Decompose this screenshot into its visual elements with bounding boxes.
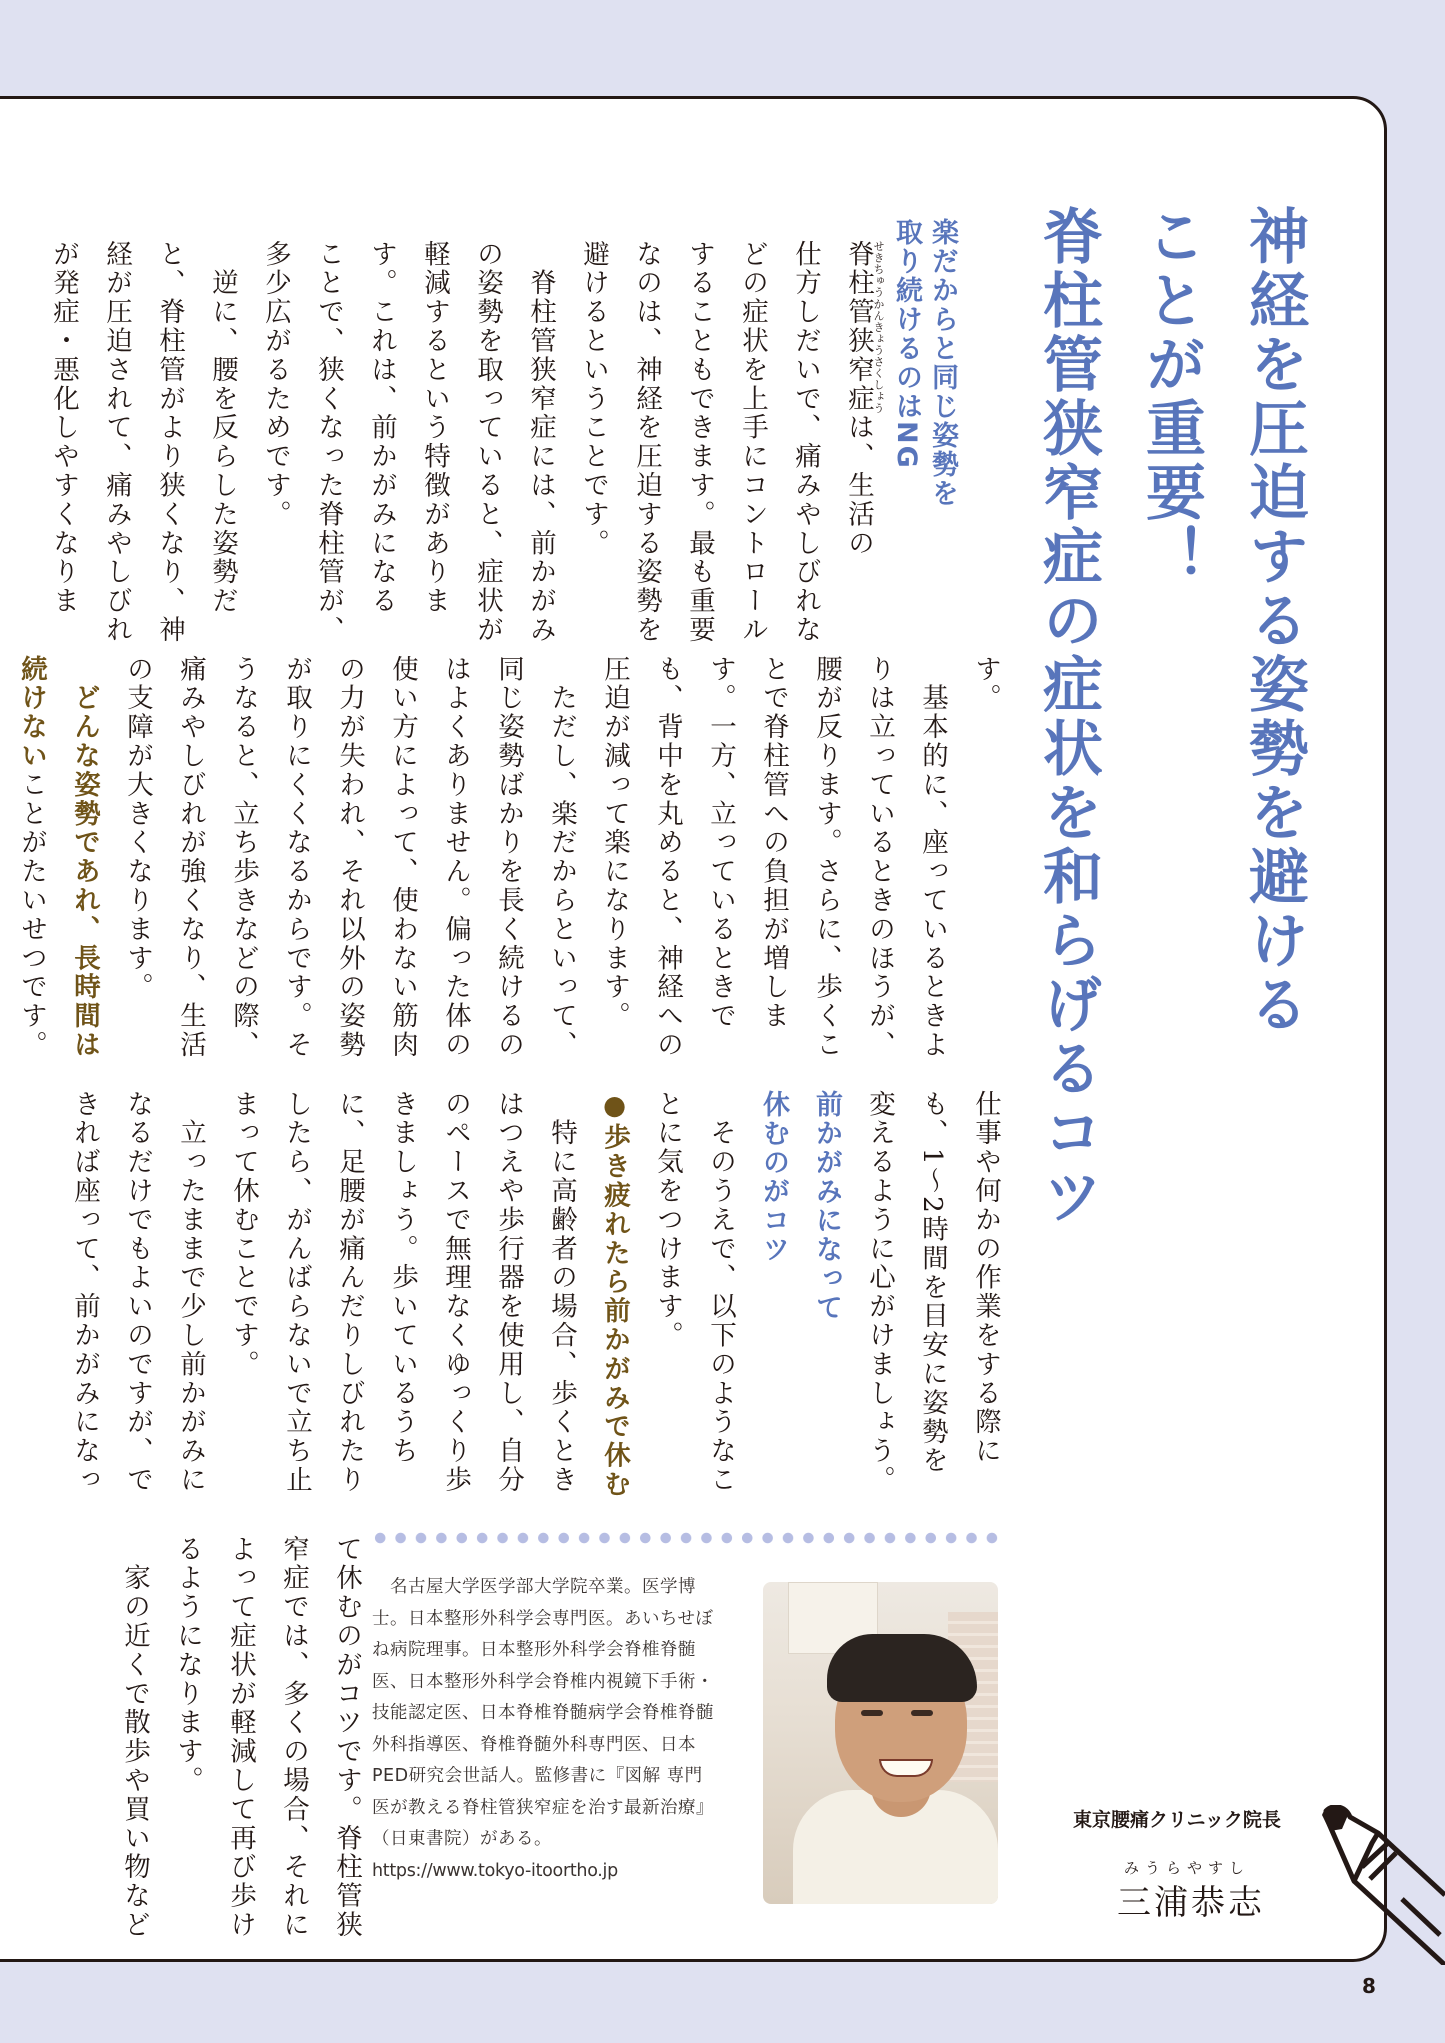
body-line: 家の近くで散歩や買い物など — [119, 1535, 150, 1940]
bio-line: 士。日本整形外科学会専門医。あいちせぼ — [372, 1608, 714, 1629]
bio-line: （日東書院）がある。 — [372, 1829, 552, 1849]
body-line: 脊柱管狭窄症せきちゅうかんきょうさくしょうは、生活の — [843, 240, 885, 558]
body-line: きましょう。歩いているうち — [387, 1090, 418, 1466]
section3-heading-line-2: 休むのがコツ — [758, 1090, 789, 1264]
body-line: のペースで無理なくゆっくり歩 — [440, 1090, 471, 1495]
body-line: りは立っているときのほうが、 — [864, 655, 895, 1060]
body-line: て休むのがコツです。脊柱管狭 — [331, 1535, 362, 1940]
body-line: ことで、狭くなった脊柱管が、 — [313, 240, 344, 645]
body-line: とに気をつけます。 — [652, 1090, 683, 1351]
body-line: 変えるように心がけましょう。 — [864, 1090, 895, 1495]
body-line: 逆に、腰を反らした姿勢だ — [207, 240, 238, 616]
clinic-url-link[interactable]: https://www.tokyo-itoortho.jp — [372, 1860, 618, 1881]
author-bio — [372, 1572, 762, 1887]
section1-heading-line-2: 取り続けるのはNG — [891, 218, 922, 470]
section4-body — [108, 1535, 373, 1940]
body-line: す。 — [970, 655, 1001, 713]
body-line: す。一方、立っているときで — [705, 655, 736, 1031]
body-line: 圧迫が減って楽になります。 — [599, 655, 630, 1031]
body-line: なのは、神経を圧迫する姿勢を — [631, 240, 662, 645]
body-line: 腰が反ります。さらに、歩くこ — [811, 655, 842, 1060]
body-line: 仕事や何かの作業をする際に — [970, 1090, 1001, 1466]
body-line: 経が圧迫されて、痛みやしびれ — [101, 240, 132, 645]
body-line: に、足腰が痛んだりしびれたり — [334, 1090, 365, 1495]
bio-line: 外科指導医、脊椎脊髄外科専門医、日本 — [372, 1734, 696, 1755]
body-line: どの症状を上手にコントロール — [737, 240, 768, 645]
bio-line: ね病院理事。日本整形外科学会脊椎脊髄 — [372, 1640, 696, 1660]
page-number: 8 — [1362, 1974, 1376, 1998]
body-line: まって休むことです。 — [228, 1090, 259, 1379]
pen-icon — [1320, 1805, 1445, 1965]
body-line: と、脊柱管がより狭くなり、神 — [154, 240, 185, 645]
emphasis-text: 続けない — [16, 655, 47, 771]
section3-body — [58, 1090, 1012, 1510]
bullet-heading: ●歩き疲れたら前かがみで休む — [599, 1090, 630, 1500]
title-line-2: ことが重要！ — [1136, 205, 1206, 589]
body-line: はよくありません。偏った体の — [440, 655, 471, 1060]
body-line: の力が失われ、それ以外の姿勢 — [334, 655, 365, 1060]
body-line: したら、がんばらないで立ち止 — [281, 1090, 312, 1495]
bio-line: 医、日本整形外科学会脊椎内視鏡下手術・ — [372, 1671, 714, 1692]
body-line: も、背中を丸めると、神経への — [652, 655, 683, 1060]
emphasis-line: どんな姿勢であれ、長時間は — [69, 655, 100, 1060]
author-affiliation: 東京腰痛クリニック院長 — [1073, 1809, 1281, 1831]
title-line-1: 神経を圧迫する姿勢を避ける — [1239, 205, 1309, 1037]
body-line: 脊柱管狭窄症には、前かがみ — [525, 240, 556, 645]
body-line: よって症状が軽減して再び歩け — [225, 1535, 256, 1940]
title-line-3: 脊柱管狭窄症の症状を和らげるコツ — [1033, 205, 1103, 1229]
body-line: することもできます。最も重要 — [684, 240, 715, 645]
body-line: 使い方によって、使わない筋肉 — [387, 655, 418, 1060]
body-line: 避けるということです。 — [578, 240, 609, 558]
body-line: きれば座って、前かがみになっ — [69, 1090, 100, 1495]
body-line: 立ったままで少し前かがみに — [175, 1090, 206, 1495]
body-line: 特に高齢者の場合、歩くとき — [546, 1090, 577, 1495]
body-line: す。これは、前かがみになる — [366, 240, 397, 616]
bio-line: 技能認定医、日本脊椎脊髄病学会脊椎脊髄 — [372, 1703, 714, 1723]
body-line: 多少広がるためです。 — [260, 240, 291, 529]
body-line: 痛みやしびれが強くなり、生活 — [175, 655, 206, 1060]
section3-heading-line-1: 前かがみになって — [811, 1090, 842, 1322]
body-line: 窄症では、多くの場合、それに — [278, 1535, 309, 1940]
body-line: ただし、楽だからといって、 — [546, 655, 577, 1060]
body-line: の姿勢を取っていると、症状が — [472, 240, 503, 645]
body-line: はつえや歩行器を使用し、自分 — [493, 1090, 524, 1495]
section1-body — [37, 240, 885, 645]
body-line: うなると、立ち歩きなどの際、 — [228, 655, 259, 1060]
author-name-reading: みうらやすし — [1124, 1859, 1251, 1877]
body-line: 基本的に、座っているときよ — [917, 655, 948, 1060]
body-line: も、1～2時間を目安に姿勢を — [917, 1090, 948, 1476]
ruby-term: 脊柱管狭窄症せきちゅうかんきょうさくしょう — [843, 240, 885, 414]
bio-line: PED研究会世話人。監修書に『図解 専門 — [372, 1766, 703, 1786]
body-line: そのうえで、以下のようなこ — [705, 1090, 736, 1495]
bio-line: 名古屋大学医学部大学院卒業。医学博 — [372, 1577, 696, 1597]
author-name: 三浦恭志 — [1117, 1883, 1265, 1923]
section1-heading — [888, 218, 960, 508]
body-line: 同じ姿勢ばかりを長く続けるの — [493, 655, 524, 1060]
body-line: が発症・悪化しやすくなりま — [48, 240, 79, 616]
body-line: の支障が大きくなります。 — [122, 655, 153, 1002]
body-line: るようになります。 — [172, 1535, 203, 1796]
body-line: 続けないことがたいせつです。 — [16, 655, 47, 1060]
body-line: 仕方しだいで、痛みやしびれな — [790, 240, 821, 645]
body-line: とで脊柱管への負担が増しま — [758, 655, 789, 1031]
section1-heading-line-1: 楽だからと同じ姿勢を — [927, 218, 958, 508]
body-line: が取りにくくなるからです。そ — [281, 655, 312, 1060]
dotted-divider — [370, 1532, 1002, 1544]
article-title — [1016, 205, 1325, 1229]
body-line: 軽減するという特徴がありま — [419, 240, 450, 616]
bio-line: 医が教える脊柱管狭窄症を治す最新治療』 — [372, 1797, 714, 1818]
author-photo — [763, 1582, 998, 1904]
section2-body — [5, 655, 1012, 1065]
body-line: なるだけでもよいのですが、で — [122, 1090, 153, 1495]
